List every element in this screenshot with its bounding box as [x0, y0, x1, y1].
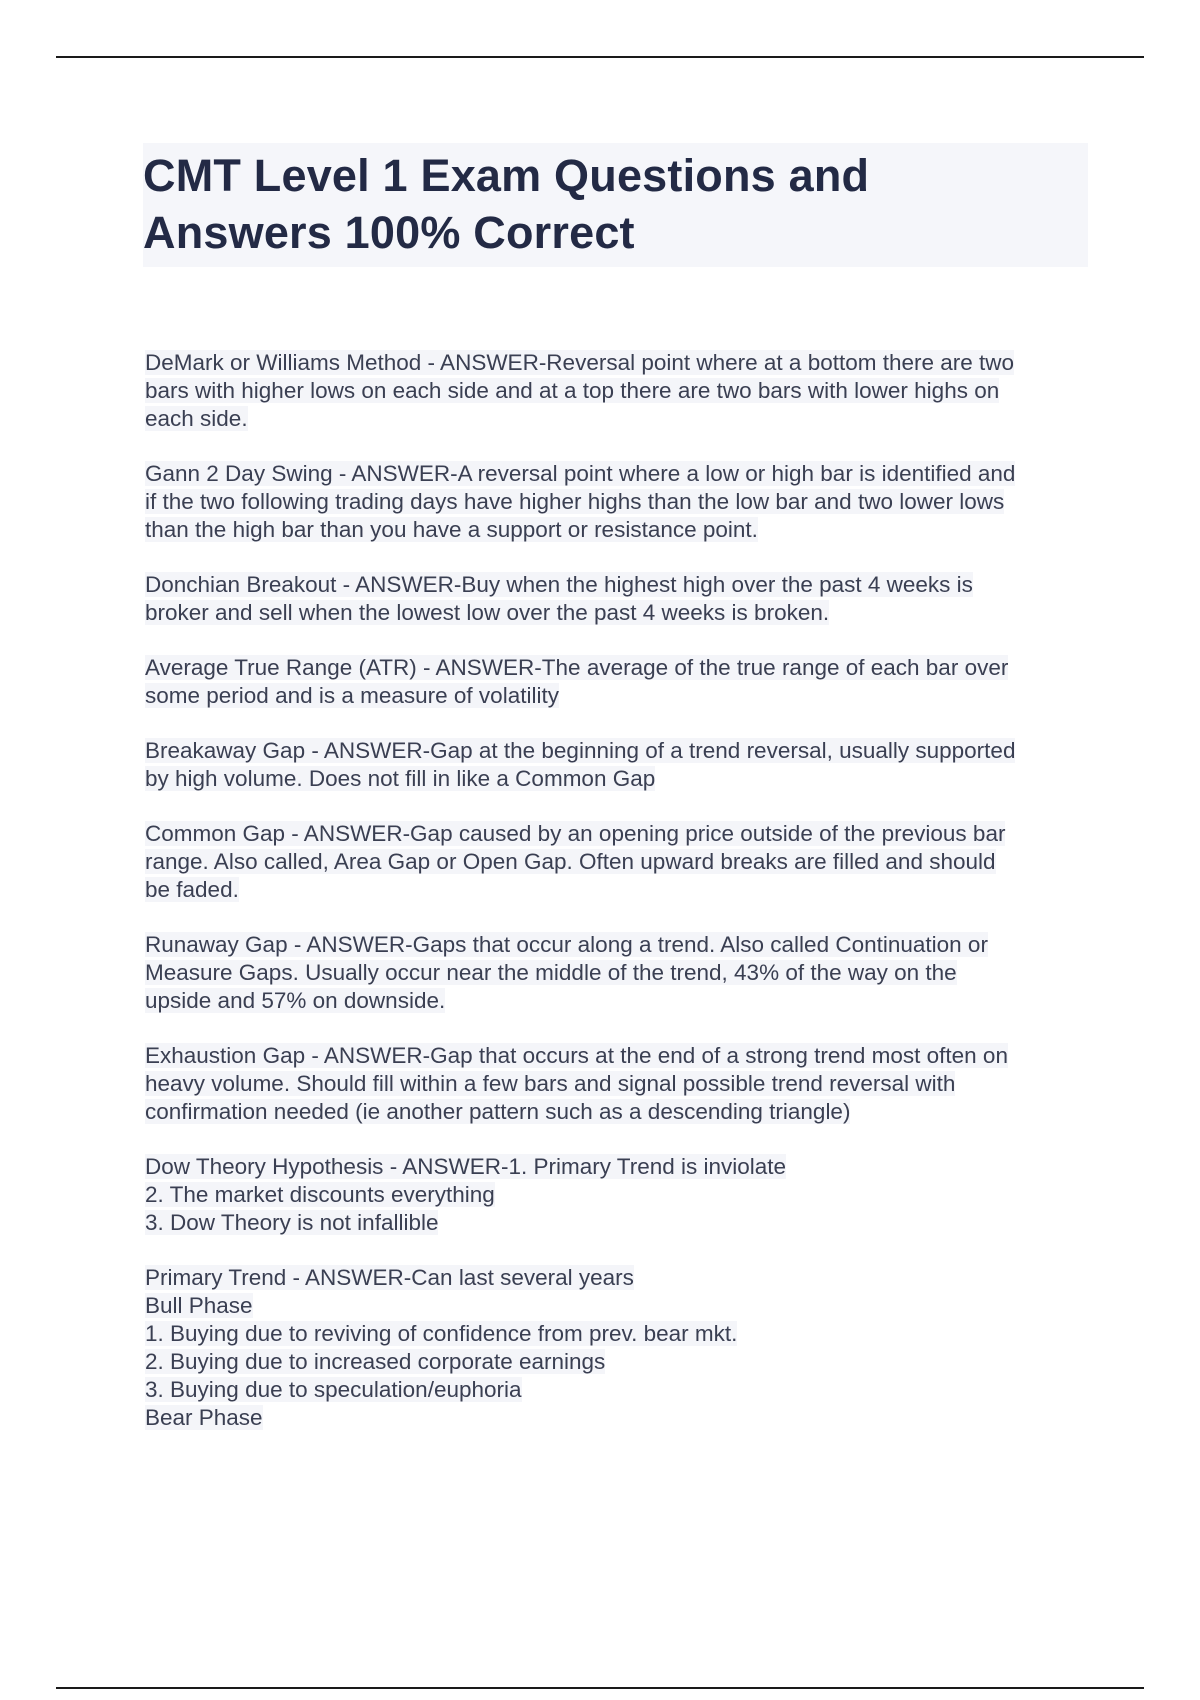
qa-list: [145, 349, 1090, 1432]
entry-line: Dow Theory Hypothesis - ANSWER-1. Primary Trend is inviolate: [145, 1154, 787, 1179]
entry-line: if the two following trading days have higher highs than the low bar and two lower lows: [145, 489, 1005, 514]
qa-entry: [145, 1042, 1090, 1126]
entry-line: Measure Gaps. Usually occur near the middle of the trend, 43% of the way on the: [145, 960, 957, 985]
entry-line: Gann 2 Day Swing - ANSWER-A reversal point where a low or high bar is identified and: [145, 461, 1016, 486]
entry-line: DeMark or Williams Method - ANSWER-Reversal point where at a bottom there are two: [145, 350, 1015, 375]
bottom-rule: [56, 1687, 1144, 1689]
entry-line: Exhaustion Gap - ANSWER-Gap that occurs at the end of a strong trend most often on: [145, 1043, 1008, 1068]
entry-line: Primary Trend - ANSWER-Can last several years: [145, 1265, 634, 1290]
top-rule: [56, 56, 1144, 58]
qa-entry: [145, 460, 1090, 544]
entry-line: Donchian Breakout - ANSWER-Buy when the highest high over the past 4 weeks is: [145, 572, 973, 597]
qa-entry: [145, 820, 1090, 904]
entry-line: Breakaway Gap - ANSWER-Gap at the beginning of a trend reversal, usually supported: [145, 738, 1016, 763]
entry-line: confirmation needed (ie another pattern such as a descending triangle): [145, 1099, 851, 1124]
entry-line: Common Gap - ANSWER-Gap caused by an opening price outside of the previous bar: [145, 821, 1006, 846]
entry-line: each side.: [145, 406, 248, 431]
entry-line: broker and sell when the lowest low over the past 4 weeks is broken.: [145, 600, 830, 625]
entry-line: bars with higher lows on each side and at a top there are two bars with lower highs on: [145, 378, 1000, 403]
entry-line: 1. Buying due to reviving of confidence from prev. bear mkt.: [145, 1321, 738, 1346]
entry-line: some period and is a measure of volatility: [145, 683, 559, 708]
entry-line: 2. Buying due to increased corporate earnings: [145, 1349, 606, 1374]
qa-entry: [145, 571, 1090, 627]
qa-entry: [145, 931, 1090, 1015]
title-block: [143, 143, 1088, 267]
entry-line: Average True Range (ATR) - ANSWER-The average of the true range of each bar over: [145, 655, 1009, 680]
entry-line: Bear Phase: [145, 1405, 263, 1430]
qa-entry: [145, 1153, 1090, 1237]
entry-line: Runaway Gap - ANSWER-Gaps that occur along a trend. Also called Continuation or: [145, 932, 988, 957]
entry-line: upside and 57% on downside.: [145, 988, 446, 1013]
entry-line: than the high bar than you have a support or resistance point.: [145, 517, 758, 542]
qa-entry: [145, 654, 1090, 710]
entry-line: range. Also called, Area Gap or Open Gap. Often upward breaks are filled and should: [145, 849, 996, 874]
qa-entry: [145, 737, 1090, 793]
entry-line: Bull Phase: [145, 1293, 253, 1318]
entry-line: 3. Dow Theory is not infallible: [145, 1210, 439, 1235]
title-line: Answers 100% Correct: [143, 207, 635, 258]
title-line: CMT Level 1 Exam Questions and: [143, 150, 870, 201]
page-title: [143, 147, 1088, 261]
entry-line: heavy volume. Should fill within a few bars and signal possible trend reversal with: [145, 1071, 956, 1096]
qa-entry: [145, 1264, 1090, 1432]
entry-line: be faded.: [145, 877, 239, 902]
document-body: [145, 143, 1090, 1459]
qa-entry: [145, 349, 1090, 433]
entry-line: by high volume. Does not fill in like a Common Gap: [145, 766, 656, 791]
entry-line: 2. The market discounts everything: [145, 1182, 495, 1207]
entry-line: 3. Buying due to speculation/euphoria: [145, 1377, 522, 1402]
